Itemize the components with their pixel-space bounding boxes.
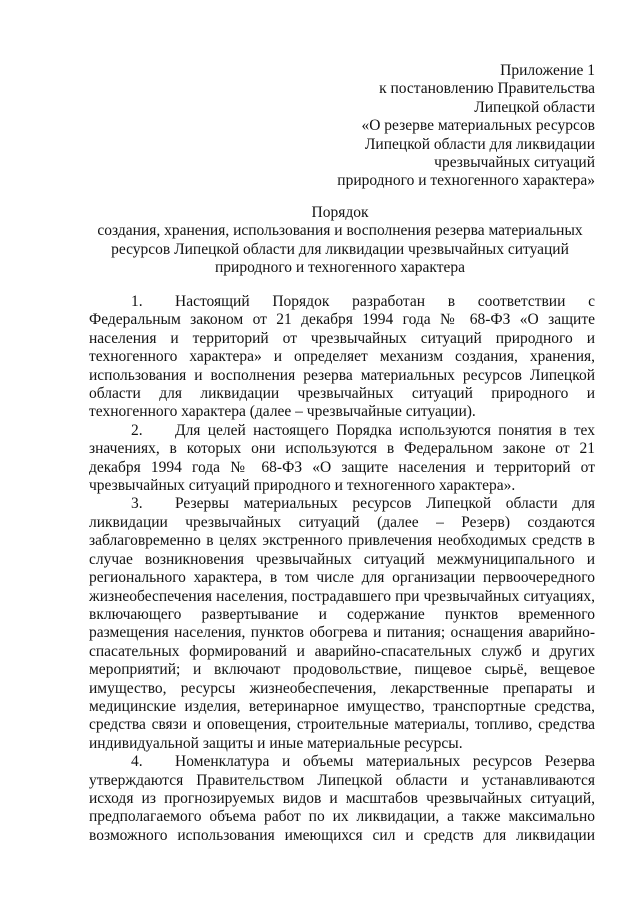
paragraph-text: Для целей настоящего Порядка используются понятия в тех значениях, в которых они используются в Федеральном законе от 21 декабря 1994 года № 68-ФЗ «О защите населения и территорий от чрезвычайных ситуаций природного и техногенного характера». [89,421,595,495]
appendix-line: чрезвычайных ситуаций [434,154,595,172]
appendix-line: к постановлению Правительства [379,80,595,98]
paragraph-3 [89,495,595,753]
paragraph-4 [89,753,595,845]
appendix-line: Приложение 1 [500,62,595,79]
document-body [89,293,595,845]
document-subtitle-line: ресурсов Липецкой области для ликвидации чрезвычайных ситуаций [111,240,569,258]
paragraph-number: 4. [131,753,143,771]
paragraph-text: Резервы материальных ресурсов Липецкой области для ликвидации чрезвычайных ситуаций (далее – Резерв) создаются заблаговременно в целях экстренного привлечения необходимых средств в случае возникновения чрезвычайных ситуаций межмуниципального и регионального характера, в том числе для организации первоочередного жизнеобеспечения населения, пострадавшего при чрезвычайных ситуациях, включающего развертывание и содержание пунктов временного размещения населения, пунктов обогрева и питания; оснащения аварийно-спасательных формирований и аварийно-спасательных служб и других мероприятий; и включают продовольствие, пищевое сырьё, вещевое имущество, ресурсы жизнеобеспечения, лекарственные препараты и медицинские изделия, ветеринарное имущество, транспортные средства, средства связи и оповещения, строительные материалы, топливо, средства индивидуальной защиты и иные материальные ресурсы. [89,495,595,752]
appendix-line: «О резерве материальных ресурсов [361,117,595,135]
paragraph-text: Настоящий Порядок разработан в соответствии с Федеральным законом от 21 декабря 1994 года № 68-ФЗ «О защите населения и территорий от чрезвычайных ситуаций природного и техногенного характера» и определяет механизм создания, хранения, использования и восполнения резерва материальных ресурсов Липецкой области для ликвидации чрезвычайных ситуаций природного и техногенного характера (далее – чрезвычайные ситуации). [89,293,595,421]
appendix-header [310,62,595,191]
paragraph-number: 2. [131,421,143,439]
document-heading: Порядок [311,204,369,221]
appendix-line: природного и техногенного характера» [337,172,595,190]
paragraph-1 [89,293,595,422]
document-subtitle-line: создания, хранения, использования и восполнения резерва материальных [97,222,583,240]
document-title [60,204,620,278]
paragraph-number: 1. [131,293,143,310]
appendix-line: Липецкой области для ликвидации [364,135,595,153]
paragraph-2 [89,422,595,496]
appendix-line: Липецкой области [474,98,595,116]
document-subtitle-line: природного и техногенного характера [215,259,465,277]
paragraph-text: Номенклатура и объемы материальных ресурсов Резерва утверждаются Правительством Липецкой области и устанавливаются исходя из прогнозируемых видов и масштабов чрезвычайных ситуаций, предполагаемого объема работ по их ликвидации, а также максимально возможного использования имеющихся сил и средств для ликвидации [89,753,595,844]
paragraph-number: 3. [131,495,143,513]
